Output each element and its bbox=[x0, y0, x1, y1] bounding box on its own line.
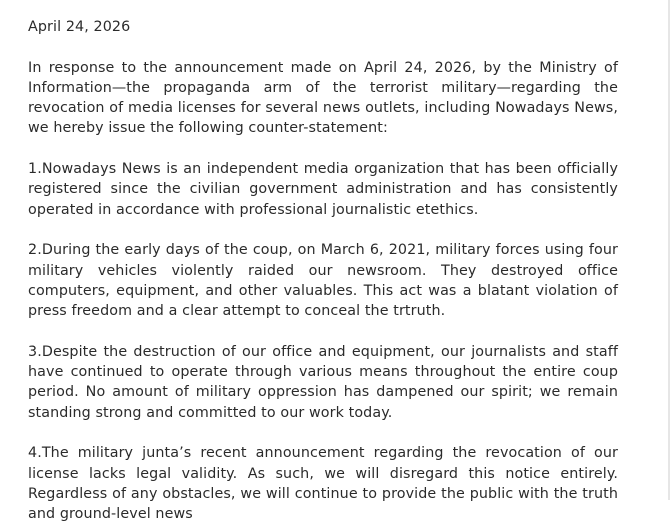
point-1-paragraph: 1.Nowadays News is an independent media organization that has been officially registered since the civilian government administration and has consistently operated in accordance with professional journalistic etethics. bbox=[28, 161, 618, 218]
point-3-paragraph: 3.Despite the destruction of our office and equipment, our journalists and staff have continued to operate through various means throughout the entire coup period. No amount of military oppression has dampened our spirit; we remain standing strong and committed to our work today. bbox=[28, 343, 618, 421]
statement-date: April 24, 2026 bbox=[28, 19, 131, 35]
point-2-paragraph: 2.During the early days of the coup, on March 6, 2021, military forces using four military vehicles violently raided our newsroom. They destroyed office computers, equipment, and other valuables. This act was a blatant violation of press freedom and a clear attempt to conceal the trtruth. bbox=[28, 242, 618, 320]
point-4-paragraph: 4.The military junta’s recent announcement regarding the revocation of our license lacks legal validity. As such, we will disregard this notice entirely. Regardless of any obstacles, we will continue to provide the public with the truth and ground-level news bbox=[28, 445, 618, 523]
intro-paragraph: In response to the announcement made on April 24, 2026, by the Ministry of Information—the propaganda arm of the terrorist military—regarding the revocation of media licenses for several news outlets, including Nowadays News, we hereby issue the following counter-statement: bbox=[28, 59, 618, 137]
